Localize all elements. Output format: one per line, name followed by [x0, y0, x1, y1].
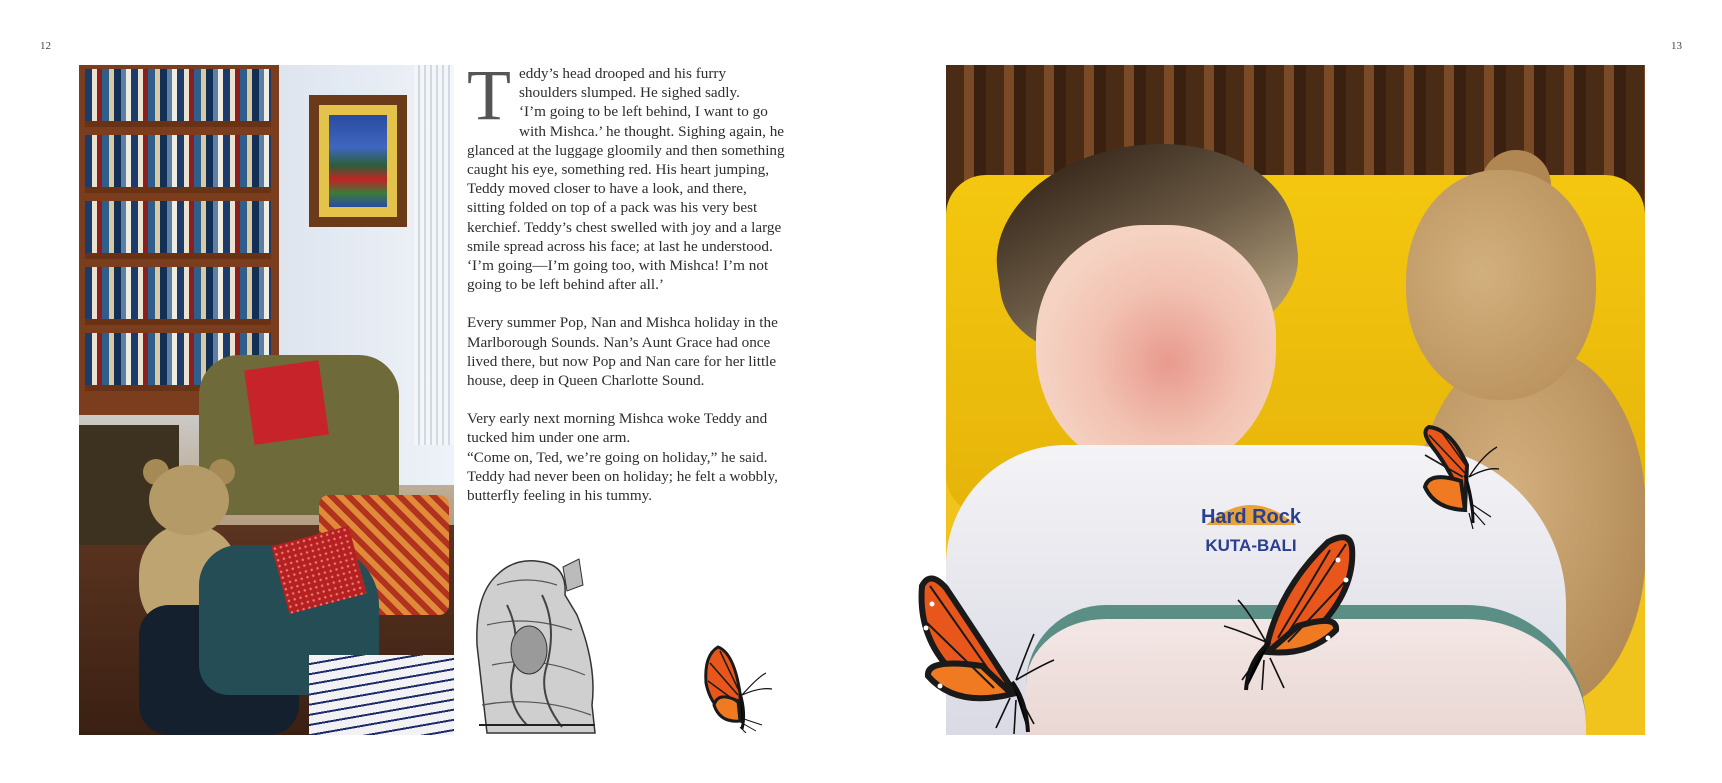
- living-room-photo: [79, 65, 454, 735]
- story-text: [467, 55, 785, 505]
- drop-cap: T: [467, 55, 511, 135]
- paragraph-4: Very early next morning Mishca woke Teddy and tucked him under one arm.: [467, 410, 768, 447]
- butterfly-icon: [1218, 530, 1358, 695]
- striped-clothes: [309, 655, 454, 735]
- framed-painting: [309, 95, 407, 227]
- paragraph-3: Every summer Pop, Nan and Mishca holiday in the Marlborough Sounds. Nan’s Aunt Grace had once lived there, but now Pop and Nan care for her little house, deep in Queen Charlotte Sound.: [467, 314, 778, 390]
- page-number-right: 13: [1671, 40, 1682, 52]
- butterfly-icon: [700, 643, 780, 733]
- logo-line-2: KUTA-BALI: [1205, 536, 1297, 555]
- backpack-sketch-icon: [467, 555, 603, 735]
- butterfly-icon: [1415, 425, 1500, 530]
- red-cushion: [244, 360, 329, 445]
- boy-face: [1036, 225, 1276, 475]
- butterfly-icon: [916, 568, 1056, 738]
- paragraph-5: “Come on, Ted, we’re going on holiday,” he said. Teddy had never been on holiday; he felt a wobbly, butterfly feeling in his tummy.: [467, 448, 778, 505]
- paragraph-1-start: eddy’s head drooped and his furry shoulders slumped. He sighed sadly.: [518, 65, 740, 102]
- lace-curtain: [414, 65, 454, 445]
- paragraph-1-rest: ‘I’m going to be left behind, I want to go with Mishca.’ he thought. Sighing again, he glanced at the luggage gloomily and then something caught his eye, something red. His heart jumping, Teddy moved closer to have a look, and there, sitting folded on top of a pack was his very best kerchief. Teddy’s chest swelled with joy and a large smile spread across his face; at last he understood.: [467, 103, 785, 255]
- paragraph-2: ‘I’m going—I’m going too, with Mishca! I’m not going to be left behind after all.’: [467, 257, 769, 294]
- logo-line-1: Hard Rock: [1200, 506, 1302, 528]
- page-number-left: 12: [40, 40, 51, 52]
